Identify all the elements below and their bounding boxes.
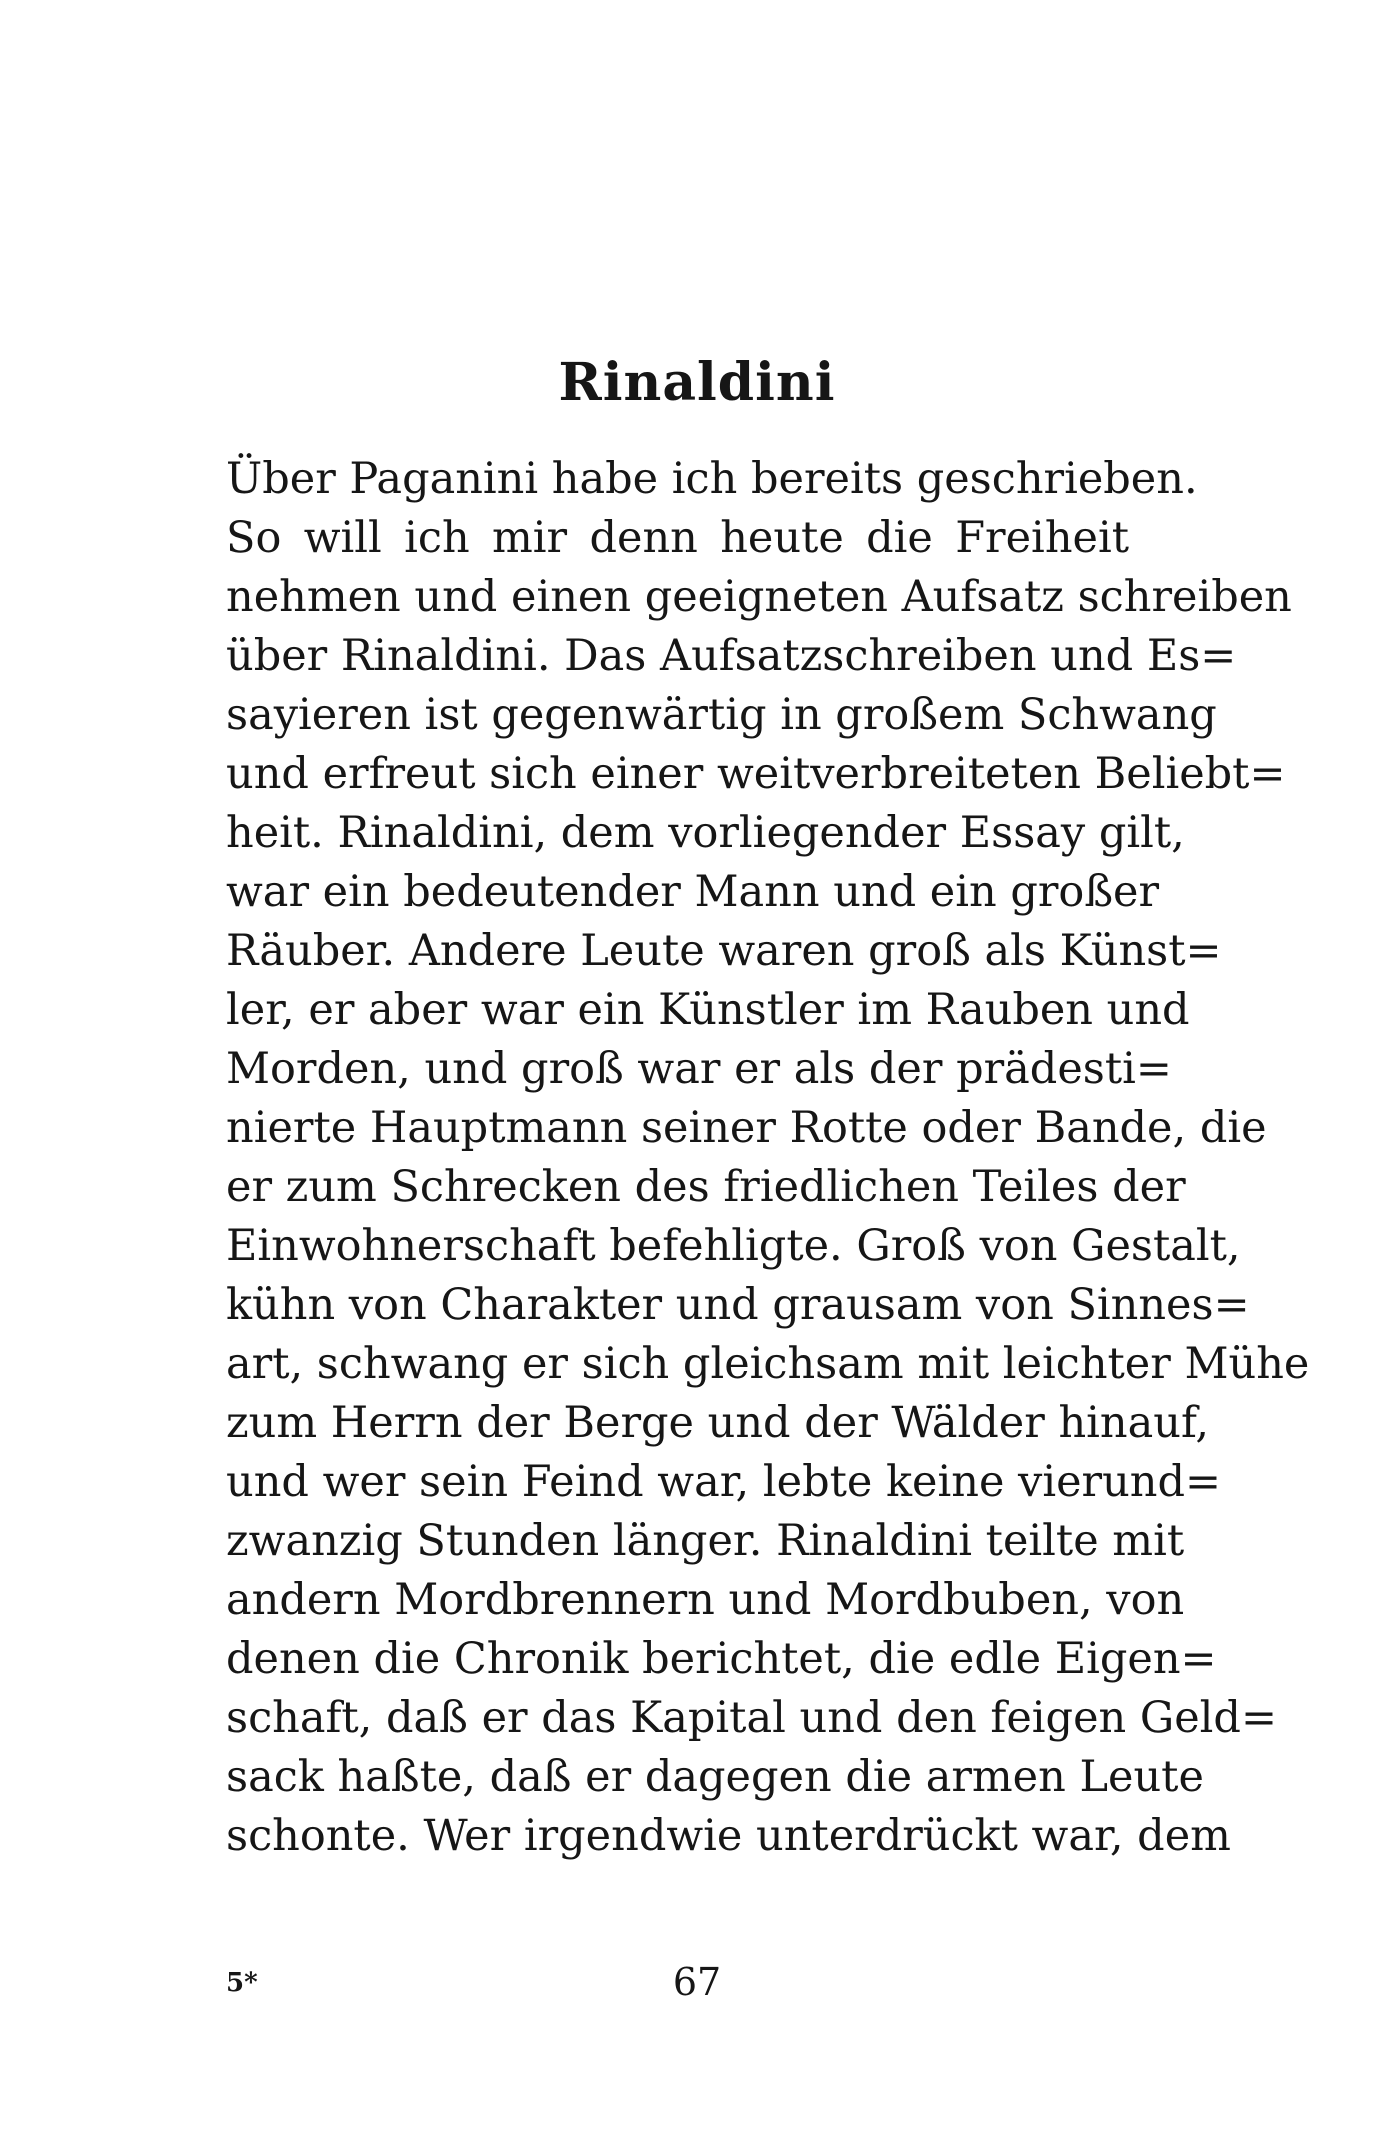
text-line: Morden, und groß war er als der prädesti= <box>226 1044 1172 1094</box>
text-line: Räuber. Andere Leute waren groß als Künst= <box>226 926 1222 976</box>
text-line: sayieren ist gegenwärtig in großem Schwang <box>226 690 1217 740</box>
text-line: andern Mordbrennern und Mordbuben, von <box>226 1575 1185 1625</box>
text-line: er zum Schrecken des friedlichen Teiles der <box>226 1162 1186 1212</box>
text-line: schaft, daß er das Kapital und den feigen Geld= <box>226 1693 1277 1743</box>
text-line: und wer sein Feind war, lebte keine vierund= <box>226 1457 1222 1507</box>
text-line: sack haßte, daß er dagegen die armen Leute <box>226 1752 1204 1802</box>
text-line: und erfreut sich einer weitverbreiteten Beliebt= <box>226 749 1286 799</box>
text-line: nehmen und einen geeigneten Aufsatz schreiben <box>226 572 1292 622</box>
text-line: art, schwang er sich gleichsam mit leichter Mühe <box>226 1339 1310 1389</box>
text-line: zwanzig Stunden länger. Rinaldini teilte mit <box>226 1516 1185 1566</box>
text-line: So will ich mir denn heute die Freiheit <box>226 513 1129 563</box>
text-line: heit. Rinaldini, dem vorliegender Essay gilt, <box>226 808 1185 858</box>
signature-mark: 5* <box>226 1968 258 1998</box>
text-line: zum Herrn der Berge und der Wälder hinauf, <box>226 1398 1209 1448</box>
text-line: war ein bedeutender Mann und ein großer <box>226 867 1160 917</box>
text-line: kühn von Charakter und grausam von Sinnes= <box>226 1280 1250 1330</box>
text-line: Über Paganini habe ich bereits geschrieben. <box>226 454 1198 504</box>
text-line: schonte. Wer irgendwie unterdrückt war, dem <box>226 1811 1231 1861</box>
text-line: über Rinaldini. Das Aufsatzschreiben und Es= <box>226 631 1237 681</box>
text-line: denen die Chronik berichtet, die edle Eigen= <box>226 1634 1217 1684</box>
text-line: nierte Hauptmann seiner Rotte oder Bande, die <box>226 1103 1267 1153</box>
text-line: Einwohnerschaft befehligte. Groß von Gestalt, <box>226 1221 1241 1271</box>
chapter-title: Rinaldini <box>558 351 836 413</box>
body-text <box>226 450 1310 1866</box>
page-number: 67 <box>672 1960 722 2004</box>
text-line: ler, er aber war ein Künstler im Rauben und <box>226 985 1190 1035</box>
